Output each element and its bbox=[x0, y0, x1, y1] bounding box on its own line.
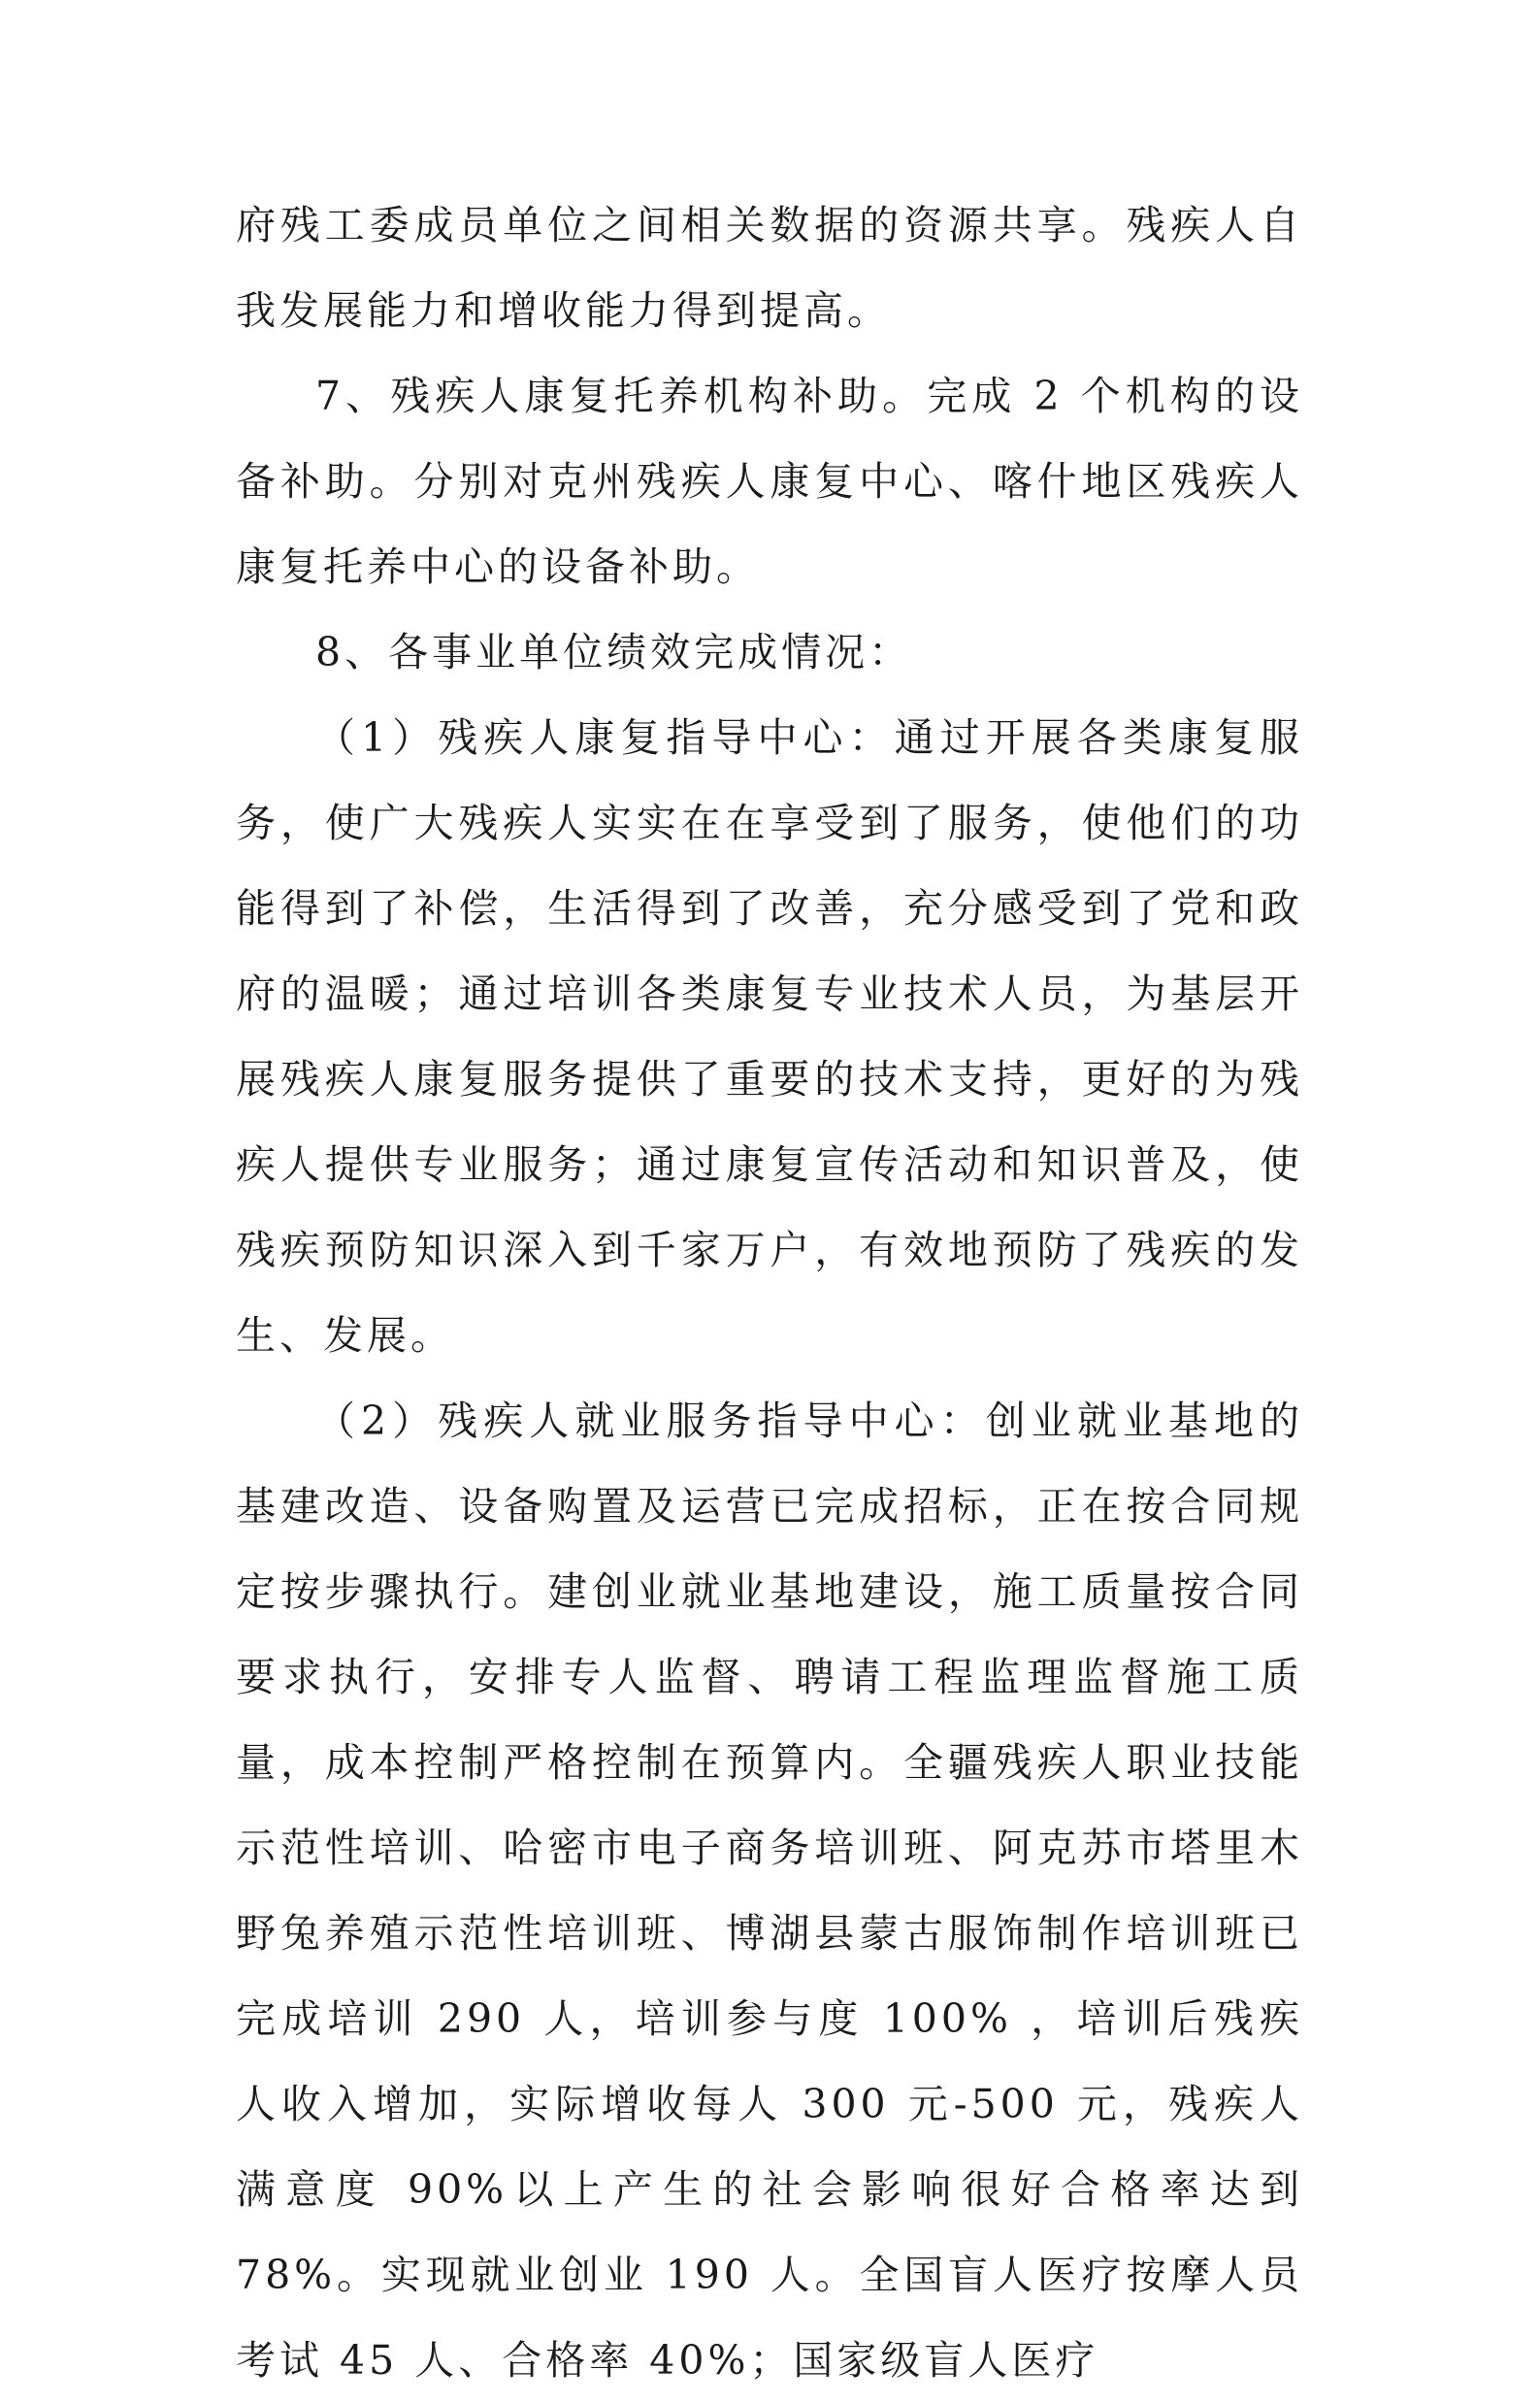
paragraph-item-8: 8、各事业单位绩效完成情况： bbox=[315, 629, 913, 675]
document-body bbox=[236, 182, 1303, 2403]
paragraph-item-7: 7、残疾人康复托养机构补助。完成 2 个机构的设备补助。分别对克州残疾人康复中心、喀什地区残疾人康复托养中心的设备补助。 bbox=[236, 373, 1303, 590]
paragraph-rehab-center: （1）残疾人康复指导中心：通过开展各类康复服务，使广大残疾人实实在在享受到了服务，使他们的功能得到了补偿，生活得到了改善，充分感受到了党和政府的温暖；通过培训各类康复专业技术人员，为基层开展残疾人康复服务提供了重要的技术支持，更好的为残疾人提供专业服务；通过康复宣传活动和知识普及，使残疾预防知识深入到千家万户，有效地预防了残疾的发生、发展。 bbox=[236, 714, 1303, 1359]
paragraph-employment-center: （2）残疾人就业服务指导中心：创业就业基地的基建改造、设备购置及运营已完成招标，正在按合同规定按步骤执行。建创业就业基地建设，施工质量按合同要求执行，安排专人监督、聘请工程监理监督施工质量，成本控制严格控制在预算内。全疆残疾人职业技能示范性培训、哈密市电子商务培训班、阿克苏市塔里木野兔养殖示范性培训班、博湖县蒙古服饰制作培训班已完成培训 290 人，培训参与度 100% ，培训后残疾人收入增加，实际增收每人 300 元-500 元，残疾人满意度 90%以上产生的社会影响很好合格率达到 78%。实现就业创业 190 人。全国盲人医疗按摩人员考试 45 人、合格率 40%；国家级盲人医疗 bbox=[236, 1398, 1303, 2384]
paragraph-data-sharing: 府残工委成员单位之间相关数据的资源共享。残疾人自我发展能力和增收能力得到提高。 bbox=[236, 202, 1303, 334]
